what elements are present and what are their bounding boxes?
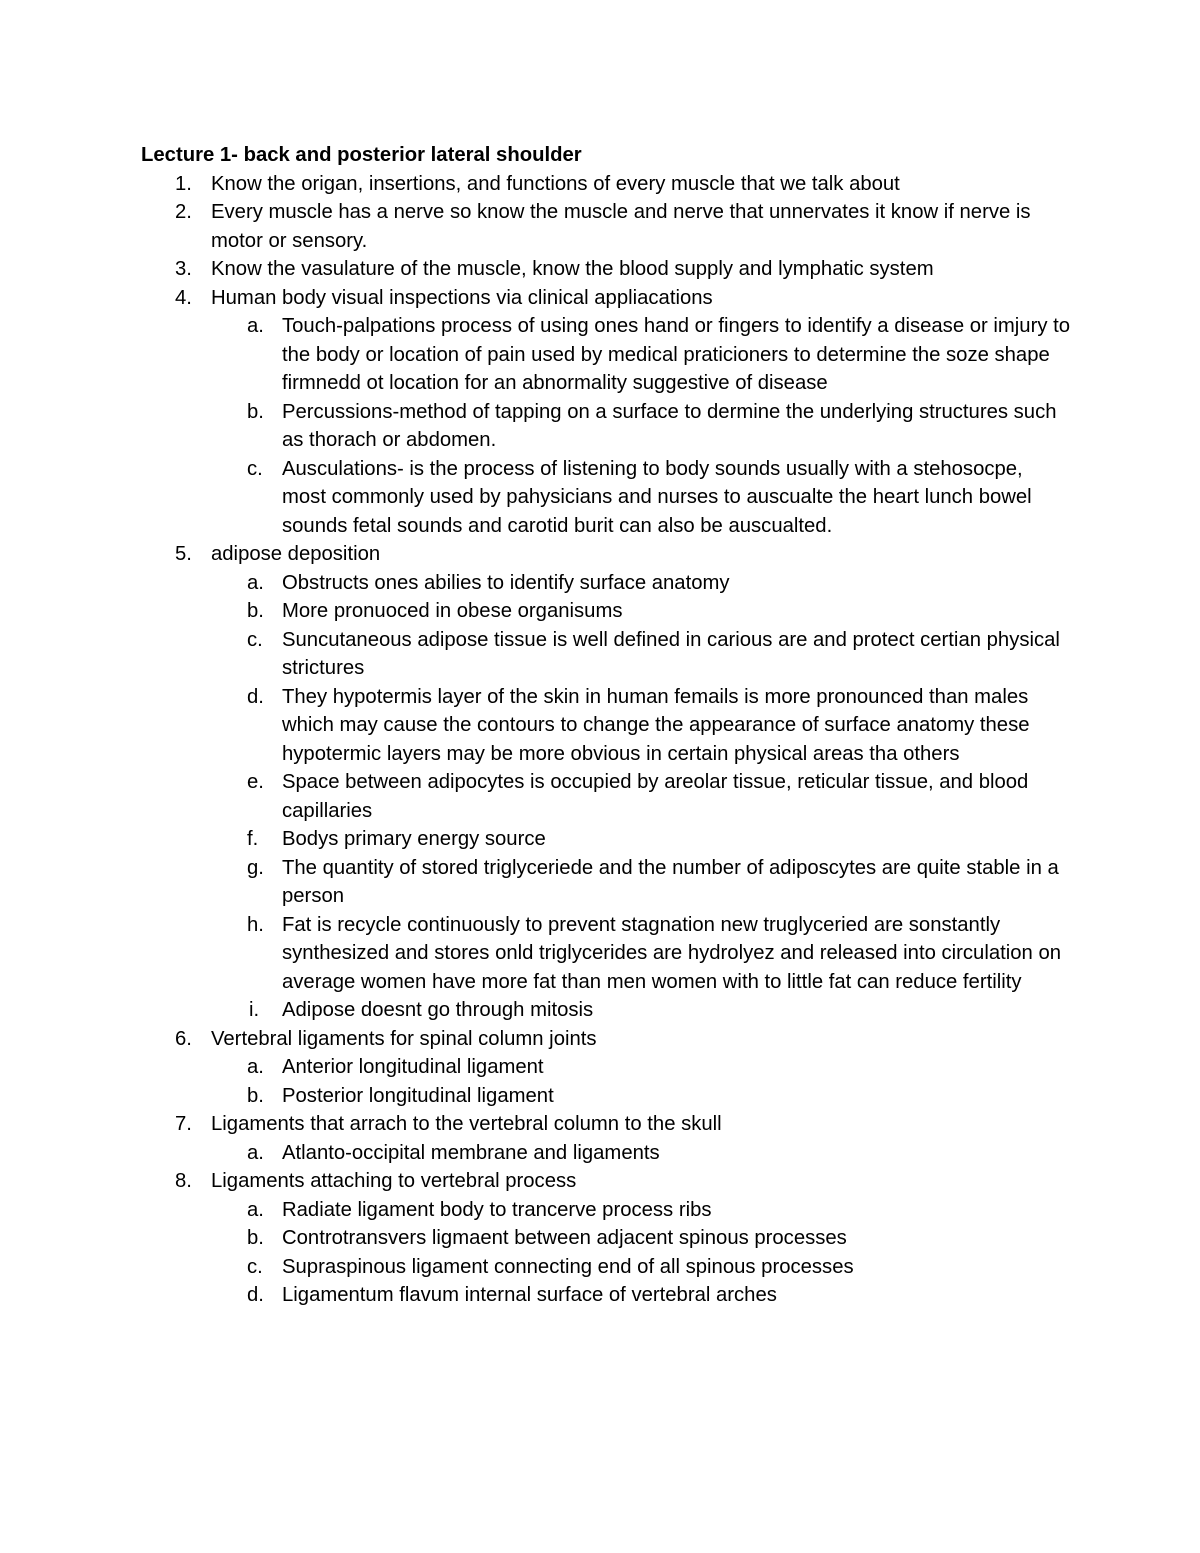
list-item-number: 6. xyxy=(175,1027,192,1050)
sub-list-item xyxy=(211,1139,1071,1168)
sub-list-item-text: The quantity of stored triglyceriede and the number of adiposcytes are quite stable in a person xyxy=(282,856,1059,907)
sub-list-item-letter: a. xyxy=(247,1056,264,1078)
sub-list xyxy=(211,312,1071,540)
sub-list-item-letter: c. xyxy=(247,628,263,651)
sub-list-item xyxy=(211,854,1071,911)
sub-list-item-text: Posterior longitudinal ligament xyxy=(282,1084,554,1107)
sub-list-item-text: Percussions-method of tapping on a surface to dermine the underlying structures such as thorach or abdomen. xyxy=(282,400,1057,451)
sub-list-item-text: Touch-palpations process of using ones hand or fingers to identify a disease or imjury to the body or location of pain used by medical praticioners to determine the soze shape firmnedd ot location for an abnormality suggestive of disease xyxy=(282,315,1071,394)
sub-list-item xyxy=(211,569,1071,598)
sub-list-item-letter: g. xyxy=(247,856,264,879)
list-item xyxy=(141,198,1071,255)
sub-list-item-text: Bodys primary energy source xyxy=(282,828,546,850)
sub-list-item xyxy=(211,312,1071,398)
list-item-number: 5. xyxy=(175,543,192,565)
list-item-text: adipose deposition xyxy=(211,543,381,565)
list-item-number: 7. xyxy=(175,1113,192,1135)
sub-list-item-letter: a. xyxy=(247,1141,264,1164)
sub-list-item-letter: c. xyxy=(247,457,263,480)
sub-list xyxy=(211,1139,1071,1168)
sub-list-item-letter: c. xyxy=(247,1255,263,1278)
list-item xyxy=(141,1110,1071,1167)
sub-list xyxy=(211,569,1071,1025)
list-item-text: Vertebral ligaments for spinal column joints xyxy=(211,1027,597,1050)
sub-list-item xyxy=(211,398,1071,455)
sub-list-item xyxy=(211,597,1071,626)
sub-list-item-letter: d. xyxy=(247,685,264,708)
sub-list-item-text: Space between adipocytes is occupied by areolar tissue, reticular tissue, and blood capillaries xyxy=(282,771,1029,822)
sub-list-item-text: Fat is recycle continuously to prevent stagnation new truglyceried are sonstantly synthesized and stores onld triglycerides are hydrolyez and released into circulation on average women have more fat than men women with to little fat can reduce fertility xyxy=(282,913,1062,993)
sub-list-item-text: Ausculations- is the process of listening to body sounds usually with a stehosocpe, most commonly used by pahysicians and nurses to auscualte the heart lunch bowel sounds fetal sounds and carotid burit can also be auscualted. xyxy=(282,457,1032,537)
sub-list-item xyxy=(211,768,1071,825)
list-item xyxy=(141,170,1071,199)
sub-list-item-text: Radiate ligament body to trancerve process ribs xyxy=(282,1198,712,1221)
sub-list-item-text: Anterior longitudinal ligament xyxy=(282,1056,544,1078)
sub-list-item xyxy=(211,1253,1071,1282)
list-item-number: 8. xyxy=(175,1170,192,1192)
sub-list-item-text: Ligamentum flavum internal surface of vertebral arches xyxy=(282,1284,777,1306)
list-item-text: Every muscle has a nerve so know the muscle and nerve that unnervates it know if nerve is motor or sensory. xyxy=(211,201,1031,252)
sub-list-item-letter: b. xyxy=(247,600,264,622)
sub-list-item xyxy=(211,1281,1071,1310)
sub-list-item xyxy=(211,626,1071,683)
list-item xyxy=(141,1025,1071,1111)
sub-list-item xyxy=(211,1224,1071,1253)
sub-list-item-text: Atlanto-occipital membrane and ligaments xyxy=(282,1141,660,1164)
sub-list-item xyxy=(211,911,1071,997)
sub-list-item-letter: a. xyxy=(247,571,264,594)
list-item-text: Know the origan, insertions, and functions of every muscle that we talk about xyxy=(211,172,900,195)
sub-list-item-letter: a. xyxy=(247,315,264,337)
sub-list-item-letter: i. xyxy=(249,999,260,1021)
list-item-number: 2. xyxy=(175,201,192,223)
sub-list-item-letter: b. xyxy=(247,400,264,423)
sub-list-item-letter: f. xyxy=(247,828,259,850)
sub-list-item xyxy=(211,455,1071,541)
list-item xyxy=(141,255,1071,284)
sub-list-item-letter: d. xyxy=(247,1284,264,1306)
sub-list-item-text: Adipose doesnt go through mitosis xyxy=(282,999,594,1021)
sub-list-item-text: Supraspinous ligament connecting end of all spinous processes xyxy=(282,1255,854,1278)
sub-list-item-text: Controtransvers ligmaent between adjacent spinous processes xyxy=(282,1227,847,1249)
sub-list-item xyxy=(211,996,1071,1025)
sub-list-item-letter: h. xyxy=(247,913,264,936)
document-body xyxy=(141,141,1071,1310)
list-item-number: 1. xyxy=(175,172,192,195)
sub-list-item-text: Suncutaneous adipose tissue is well defined in carious are and protect certian physical strictures xyxy=(282,628,1060,679)
list-item-number: 3. xyxy=(175,258,192,280)
sub-list-item xyxy=(211,1053,1071,1082)
sub-list-item xyxy=(211,825,1071,854)
document-title: Lecture 1- back and posterior lateral shoulder xyxy=(141,144,582,166)
list-item-text: Know the vasulature of the muscle, know the blood supply and lymphatic system xyxy=(211,258,934,280)
list-item-text: Ligaments that arrach to the vertebral column to the skull xyxy=(211,1113,722,1135)
sub-list-item xyxy=(211,1196,1071,1225)
sub-list xyxy=(211,1053,1071,1110)
numbered-list xyxy=(141,170,1071,1310)
sub-list-item-letter: b. xyxy=(247,1227,264,1249)
list-item xyxy=(141,1167,1071,1310)
list-item-text: Ligaments attaching to vertebral process xyxy=(211,1170,577,1192)
list-item-text: Human body visual inspections via clinical appliacations xyxy=(211,286,713,309)
list-item xyxy=(141,284,1071,541)
list-item xyxy=(141,540,1071,1025)
list-item-number: 4. xyxy=(175,286,192,309)
sub-list-item xyxy=(211,683,1071,769)
sub-list-item-text: Obstructs ones abilies to identify surface anatomy xyxy=(282,571,730,594)
sub-list-item-text: They hypotermis layer of the skin in human femails is more pronounced than males which may cause the contours to change the appearance of surface anatomy these hypotermic layers may be more obvious in certain physical areas tha others xyxy=(282,685,1030,765)
sub-list-item-letter: a. xyxy=(247,1198,264,1221)
sub-list-item-text: More pronuoced in obese organisums xyxy=(282,600,623,622)
sub-list xyxy=(211,1196,1071,1310)
sub-list-item xyxy=(211,1082,1071,1111)
sub-list-item-letter: b. xyxy=(247,1084,264,1107)
sub-list-item-letter: e. xyxy=(247,771,264,793)
